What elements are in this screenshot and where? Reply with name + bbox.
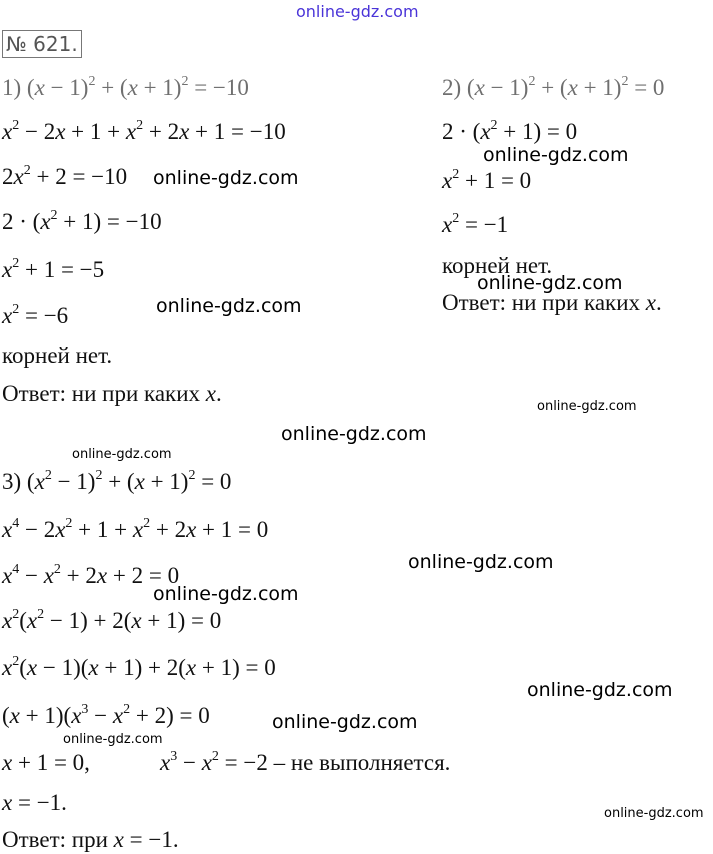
watermark: online-gdz.com bbox=[408, 551, 554, 573]
header-watermark: online-gdz.com bbox=[296, 2, 419, 21]
watermark: online-gdz.com bbox=[604, 806, 704, 821]
part2-line-3: $x^2 = -1$ bbox=[442, 211, 509, 237]
watermark: online-gdz.com bbox=[153, 583, 299, 605]
part3-line-4: $x^2(x - 1)(x + 1) + 2(x + 1) = 0$ bbox=[2, 654, 276, 680]
part1-no-roots: корней нет. bbox=[2, 343, 113, 368]
part3-line-5: $(x + 1)(x^3 - x^2 + 2) = 0$ bbox=[2, 702, 210, 728]
part1-line-5: $x^2 = -6$ bbox=[2, 302, 69, 328]
watermark: online-gdz.com bbox=[153, 167, 299, 189]
part1-answer: Ответ: ни при каких x. bbox=[2, 381, 222, 406]
part3-line-6b: $x^3 - x^2 = -2$ – не выполняется. bbox=[160, 749, 451, 775]
watermark: online-gdz.com bbox=[272, 711, 418, 733]
part3-line-2: $x^4 - x^2 + 2x + 2 = 0$ bbox=[2, 562, 180, 588]
part3-line-3: $x^2(x^2 - 1) + 2(x + 1) = 0$ bbox=[2, 607, 222, 633]
watermark: online-gdz.com bbox=[63, 732, 163, 747]
part2-line-1: $2 \cdot (x^2 + 1) = 0$ bbox=[442, 118, 578, 144]
part2-label: 2) bbox=[442, 75, 462, 100]
watermark: online-gdz.com bbox=[527, 679, 673, 701]
watermark: online-gdz.com bbox=[537, 399, 637, 414]
part1-label: 1) bbox=[2, 75, 22, 100]
watermark: online-gdz.com bbox=[72, 447, 172, 462]
part3-line-6: x + 1 = 0, bbox=[2, 750, 90, 775]
part2-line-2: $x^2 + 1 = 0$ bbox=[442, 167, 532, 193]
part3-line-1: $x^4 - 2x^2 + 1 + x^2 + 2x + 1 = 0$ bbox=[2, 516, 269, 542]
part2-no-roots: корней нет. bbox=[442, 253, 553, 278]
part1-line-4: $x^2 + 1 = -5$ bbox=[2, 256, 105, 282]
part1-line-2: $2x^2 + 2 = -10$ bbox=[2, 163, 128, 189]
watermark: online-gdz.com bbox=[281, 423, 427, 445]
part1-line-3: $2 \cdot (x^2 + 1) = -10$ bbox=[2, 208, 162, 234]
watermark: online-gdz.com bbox=[477, 272, 623, 294]
part3-line-7: x = −1. bbox=[2, 790, 67, 815]
part1-line-1: $x^2 - 2x + 1 + x^2 + 2x + 1 = -10$ bbox=[2, 118, 286, 144]
part3-equation: 3) $(x^2 - 1)^2 + (x + 1)^2 = 0$ bbox=[2, 468, 232, 494]
part2-answer: Ответ: ни при каких x. bbox=[442, 290, 662, 315]
watermark: online-gdz.com bbox=[156, 295, 302, 317]
part2-equation: 2) $(x - 1)^2 + (x + 1)^2 = 0$ bbox=[442, 74, 665, 100]
part3-answer: Ответ: при x = −1. bbox=[2, 827, 179, 852]
part3-label: 3) bbox=[2, 469, 22, 494]
problem-number: № 621. bbox=[2, 30, 82, 58]
watermark: online-gdz.com bbox=[483, 144, 629, 166]
part1-equation: 1) $(x - 1)^2 + (x + 1)^2 = -10$ bbox=[2, 74, 249, 100]
